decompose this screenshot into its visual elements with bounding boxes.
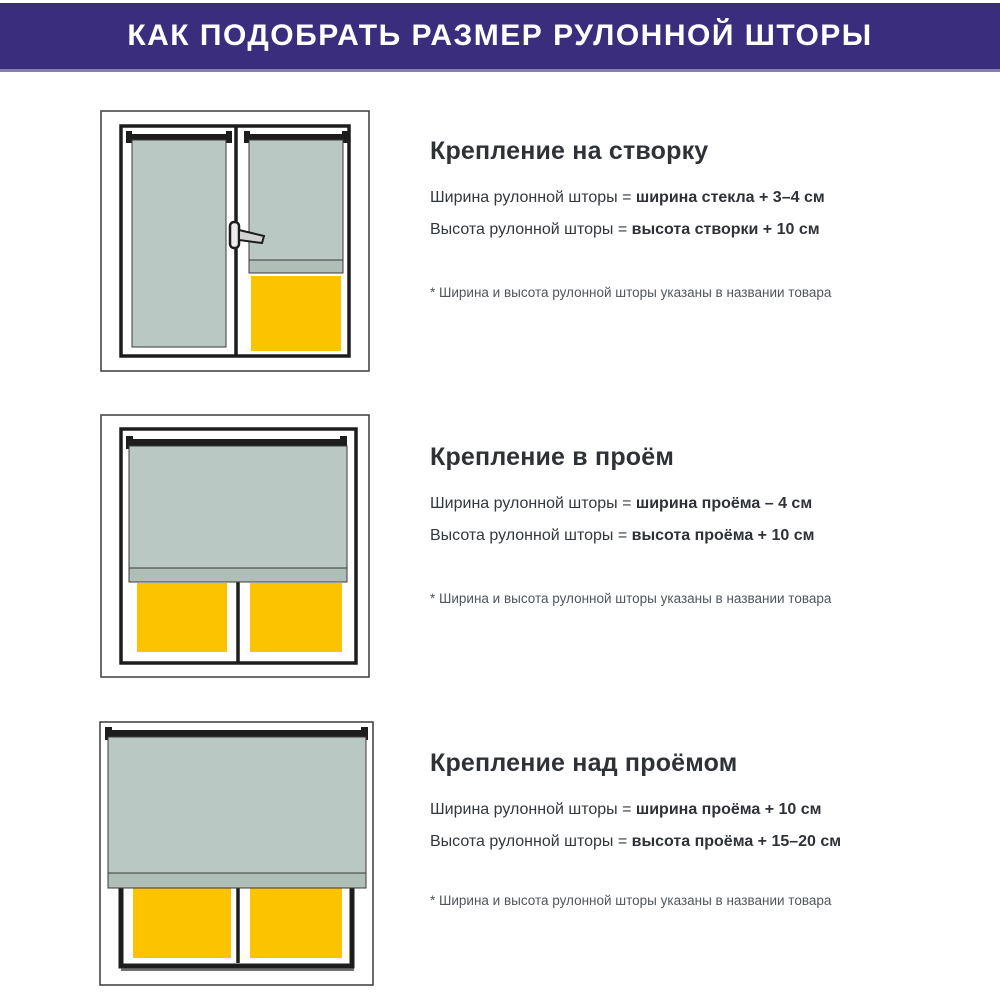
roller-tube — [108, 730, 365, 737]
section-blind-on-sash — [430, 137, 910, 300]
window-diagram-blind-in-opening — [100, 414, 370, 678]
height-formula: Высота рулонной шторы = высота проёма + 10 см — [430, 527, 815, 544]
footnote: * Ширина и высота рулонной шторы указаны в названии товара — [430, 893, 832, 908]
blind-fabric — [108, 737, 366, 873]
blind-fabric-left — [132, 140, 226, 347]
sunlit-glass — [250, 583, 342, 652]
page-title: КАК ПОДОБРАТЬ РАЗМЕР РУЛОННОЙ ШТОРЫ — [127, 19, 873, 52]
frame-shadow — [121, 968, 354, 971]
width-formula: Ширина рулонной шторы = ширина проёма – 4 см — [430, 495, 813, 512]
window-diagram-blind-on-sash — [100, 110, 370, 372]
section-title: Крепление в проём — [430, 443, 675, 471]
roller-tube-right — [247, 134, 345, 140]
roller-tube — [129, 439, 345, 446]
footnote: * Ширина и высота рулонной шторы указаны в названии товара — [430, 285, 832, 300]
width-formula: Ширина рулонной шторы = ширина проёма + 10 см — [430, 801, 822, 818]
header-banner — [0, 3, 1000, 72]
section-title: Крепление над проёмом — [430, 749, 738, 777]
section-title: Крепление на створку — [430, 137, 709, 165]
roller-bracket-icon — [226, 131, 232, 143]
roller-bracket-icon — [126, 131, 132, 143]
width-formula: Ширина рулонной шторы = ширина стекла + 3–4 см — [430, 189, 825, 206]
footnote: * Ширина и высота рулонной шторы указаны в названии товара — [430, 591, 832, 606]
blind-bottom-bar — [108, 873, 366, 888]
sunlit-glass — [251, 276, 341, 351]
section-blind-above-opening — [430, 749, 910, 908]
window-handle-icon — [230, 222, 239, 248]
section-blind-in-opening — [430, 443, 910, 606]
window-diagram-blind-above-opening — [99, 721, 374, 986]
height-formula: Высота рулонной шторы = высота проёма + 15–20 см — [430, 833, 842, 850]
blind-bottom-bar — [249, 260, 343, 273]
blind-bottom-bar — [129, 568, 347, 582]
height-formula: Высота рулонной шторы = высота створки + 10 см — [430, 221, 820, 238]
roller-tube-left — [129, 134, 229, 140]
sunlit-glass — [137, 583, 227, 652]
blind-fabric — [129, 446, 347, 568]
